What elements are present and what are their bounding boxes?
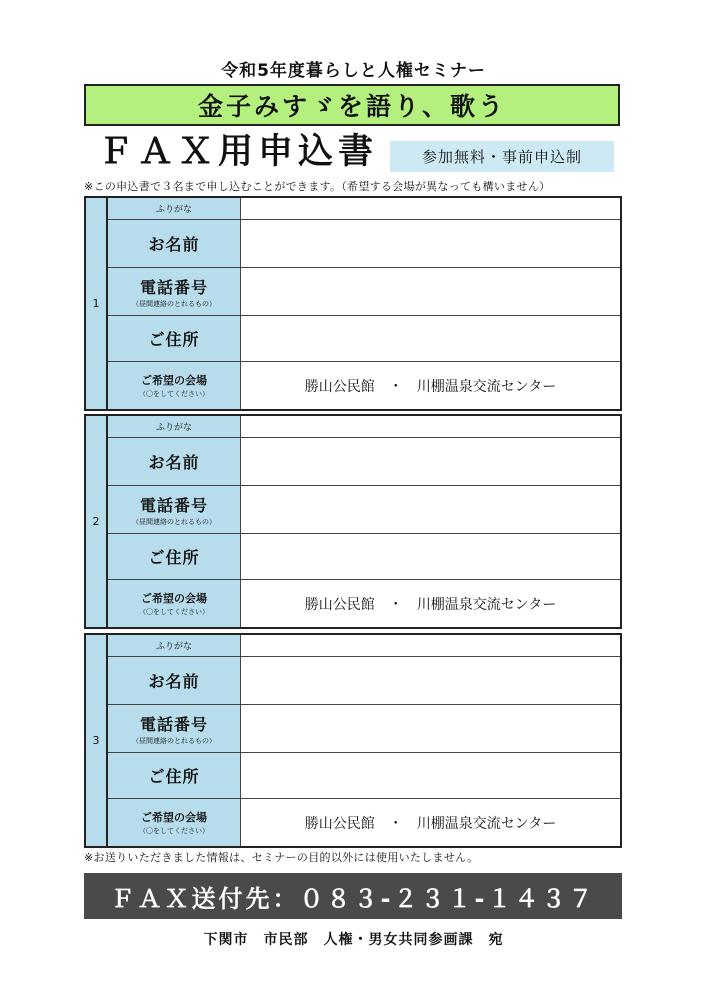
address-field[interactable] (241, 534, 620, 579)
phone-label: 電話番号 (139, 714, 208, 734)
furigana-label: ふりがな (155, 205, 192, 215)
venue-label: ご希望の会場 (141, 592, 207, 605)
phone-note: （昼間連絡のとれるもの） (132, 517, 216, 526)
form-title: ＦＡＸ用申込書 (98, 132, 379, 172)
furigana-row (108, 198, 620, 219)
furigana-field[interactable] (241, 635, 620, 656)
venue-options[interactable]: 勝山公民館 ・ 川棚温泉交流センター (304, 378, 557, 395)
destination: 下関市 市民部 人権・男女共同参画課 宛 (203, 932, 504, 948)
furigana-field[interactable] (241, 416, 620, 437)
name-field[interactable] (241, 220, 620, 267)
venue-note: （〇をしてください） (139, 827, 209, 835)
banner-title: 金子みすゞを語り、歌う (84, 84, 620, 126)
phone-field[interactable] (241, 268, 620, 315)
name-label: お名前 (148, 235, 200, 254)
name-label: お名前 (148, 672, 200, 691)
applicant-number: 3 (86, 635, 108, 846)
venue-row (108, 798, 620, 846)
venue-options[interactable]: 勝山公民館 ・ 川棚温泉交流センター (304, 815, 557, 832)
address-label: ご住所 (148, 548, 200, 567)
phone-row (108, 267, 620, 315)
name-row (108, 437, 620, 485)
furigana-label: ふりがな (155, 423, 192, 433)
address-label: ご住所 (148, 767, 200, 786)
name-row (108, 656, 620, 704)
address-row (108, 752, 620, 798)
applicant-number: 2 (86, 416, 108, 627)
venue-label: ご希望の会場 (141, 374, 207, 387)
applicant-block-1 (84, 196, 622, 411)
venue-note: （〇をしてください） (139, 608, 209, 616)
address-row (108, 533, 620, 579)
seminar-subtitle: 令和5年度暮らしと人権セミナー (221, 61, 486, 81)
furigana-row (108, 416, 620, 437)
phone-row (108, 485, 620, 533)
name-field[interactable] (241, 657, 620, 704)
name-field[interactable] (241, 438, 620, 485)
name-row (108, 219, 620, 267)
phone-label: 電話番号 (139, 277, 208, 297)
venue-row (108, 579, 620, 627)
furigana-field[interactable] (241, 198, 620, 219)
address-field[interactable] (241, 316, 620, 361)
phone-field[interactable] (241, 705, 620, 752)
phone-row (108, 704, 620, 752)
applicant-block-3 (84, 633, 622, 848)
name-label: お名前 (148, 453, 200, 472)
free-admission-badge: 参加無料・事前申込制 (390, 141, 614, 172)
venue-label: ご希望の会場 (141, 811, 207, 824)
applicant-block-2 (84, 414, 622, 629)
phone-field[interactable] (241, 486, 620, 533)
furigana-row (108, 635, 620, 656)
address-label: ご住所 (148, 330, 200, 349)
application-note: ※この申込書で３名まで申し込むことができます。（希望する会場が異なっても構いません） (84, 180, 551, 193)
fax-number-bar: ＦＡＸ送付先：０８３-２３１-１４３７ (84, 873, 622, 919)
address-field[interactable] (241, 753, 620, 798)
phone-note: （昼間連絡のとれるもの） (132, 736, 216, 745)
address-row (108, 315, 620, 361)
furigana-label: ふりがな (155, 642, 192, 652)
phone-note: （昼間連絡のとれるもの） (132, 299, 216, 308)
applicant-number: 1 (86, 198, 108, 409)
venue-note: （〇をしてください） (139, 390, 209, 398)
privacy-note: ※お送りいただきました情報は、セミナーの目的以外には使用いたしません。 (84, 851, 479, 864)
venue-row (108, 361, 620, 409)
venue-options[interactable]: 勝山公民館 ・ 川棚温泉交流センター (304, 596, 557, 613)
phone-label: 電話番号 (139, 495, 208, 515)
